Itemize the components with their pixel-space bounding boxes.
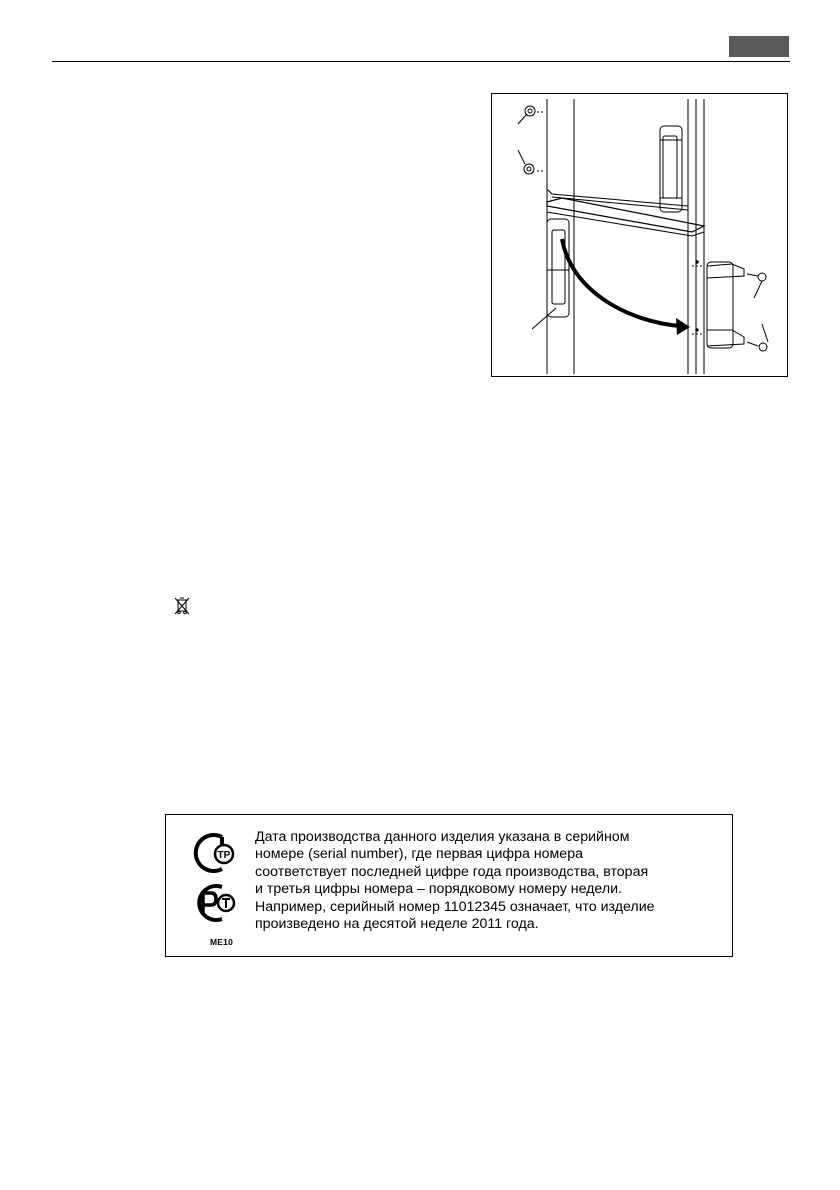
rst-certification-icon [199, 886, 234, 920]
manufacture-date-info-box [165, 814, 733, 957]
info-line: произведено на десятой неделе 2011 года. [255, 916, 539, 933]
svg-text:ТР: ТР [217, 850, 231, 861]
info-line: номере (serial number), где первая цифра номера [255, 846, 583, 863]
info-line: Дата производства данного изделия указана в серийном [255, 829, 630, 845]
info-line: и третья цифры номера – порядковому номеру недели. [255, 881, 622, 898]
certification-code: ME10 [210, 937, 234, 947]
crossed-out-wheeled-bin-icon [174, 596, 190, 616]
header-rule [52, 61, 790, 62]
info-line: Например, серийный номер 11012345 означает, что изделие [255, 898, 655, 915]
header-section-tab [729, 36, 789, 57]
handle-reversal-figure [491, 93, 788, 377]
refrigerator-illustration [492, 94, 789, 378]
manufacture-date-text [255, 829, 725, 933]
certification-logos [184, 829, 244, 949]
gost-certification-icon [196, 835, 233, 871]
info-line: соответствует последней цифре года производства, вторая [255, 863, 649, 880]
